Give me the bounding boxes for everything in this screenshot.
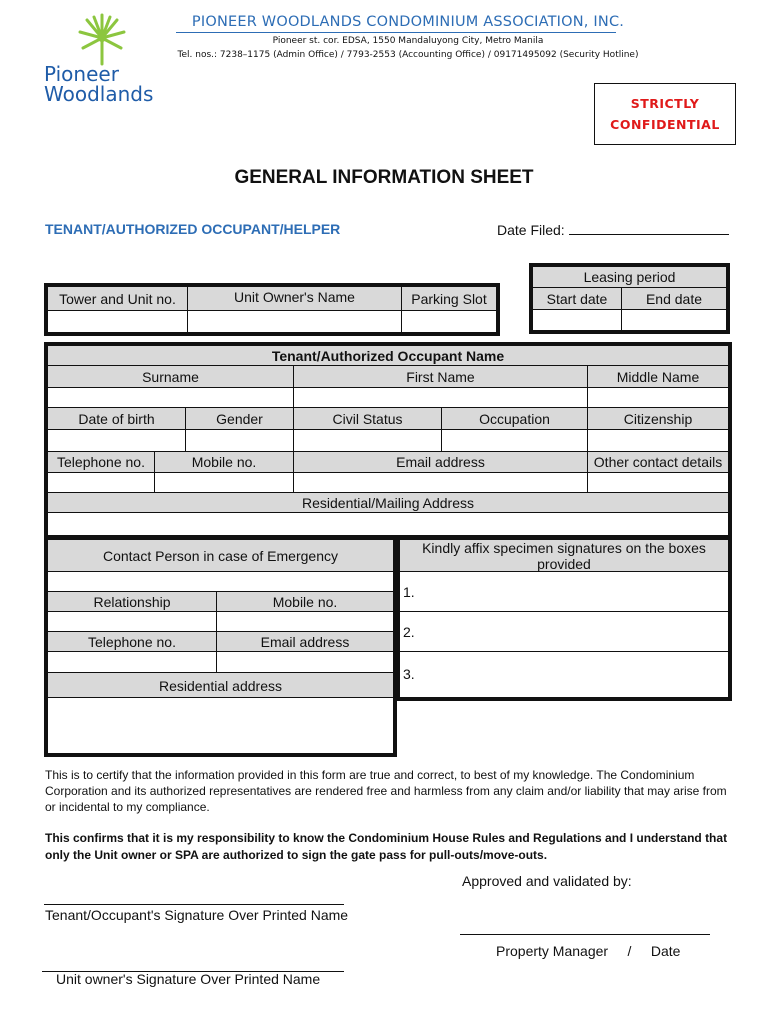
dob-field[interactable] bbox=[47, 429, 186, 452]
date-filed-label: Date Filed: bbox=[497, 222, 565, 238]
occupation-field[interactable] bbox=[441, 429, 588, 452]
telephone-field[interactable] bbox=[47, 472, 155, 493]
tenant-name-title: Tenant/Authorized Occupant Name bbox=[47, 345, 729, 366]
relationship-field[interactable] bbox=[47, 611, 217, 632]
confidential-line1: STRICTLY bbox=[630, 96, 700, 111]
occupation-header: Occupation bbox=[441, 407, 588, 430]
confidential-stamp bbox=[594, 83, 736, 145]
relationship-header: Relationship bbox=[47, 591, 217, 612]
signature-box-2[interactable] bbox=[399, 611, 729, 652]
manager-label: Property Manager / Date bbox=[496, 943, 681, 959]
other-contact-header: Other contact details bbox=[587, 451, 729, 473]
first-name-field[interactable] bbox=[293, 387, 588, 408]
confidential-line2: CONFIDENTIAL bbox=[610, 117, 720, 132]
surname-header: Surname bbox=[47, 365, 294, 388]
surname-field[interactable] bbox=[47, 387, 294, 408]
mobile-header: Mobile no. bbox=[154, 451, 294, 473]
dob-header: Date of birth bbox=[47, 407, 186, 430]
date-filed[interactable] bbox=[497, 222, 729, 238]
emergency-telephone-header: Telephone no. bbox=[47, 631, 217, 652]
section-label: TENANT/AUTHORIZED OCCUPANT/HELPER bbox=[45, 221, 341, 237]
page-title: GENERAL INFORMATION SHEET bbox=[234, 167, 534, 188]
tower-unit-header: Tower and Unit no. bbox=[47, 286, 188, 311]
civil-status-field[interactable] bbox=[293, 429, 442, 452]
emergency-mobile-field[interactable] bbox=[216, 611, 394, 632]
emergency-address-field[interactable] bbox=[47, 697, 394, 754]
signature-number-1: 1. bbox=[403, 583, 415, 600]
parking-slot-header: Parking Slot bbox=[401, 286, 497, 311]
logo bbox=[72, 12, 132, 68]
tenant-signature-label: Tenant/Occupant's Signature Over Printed Name bbox=[45, 907, 349, 923]
gender-header: Gender bbox=[185, 407, 294, 430]
org-name: PIONEER WOODLANDS CONDOMINIUM ASSOCIATION, INC. bbox=[191, 14, 625, 30]
mailing-address-field[interactable] bbox=[47, 512, 729, 536]
signature-number-2: 2. bbox=[403, 623, 415, 640]
start-date-header: Start date bbox=[532, 287, 622, 310]
other-contact-field[interactable] bbox=[587, 472, 729, 493]
certification-text: This is to certify that the information provided in this form are true and correct, to best of my knowledge. The Condominium Corporation and its authorized representatives are rendered free and harmless from any claim and/or liability that may arise from or incidental to my compliance. bbox=[45, 768, 727, 814]
tenant-signature-line[interactable] bbox=[44, 904, 344, 905]
email-field[interactable] bbox=[293, 472, 588, 493]
logo-text-line2: Woodlands bbox=[44, 82, 154, 106]
emergency-title: Contact Person in case of Emergency bbox=[47, 539, 394, 572]
palm-tree-icon bbox=[72, 12, 132, 68]
emergency-mobile-header: Mobile no. bbox=[216, 591, 394, 612]
citizenship-header: Citizenship bbox=[587, 407, 729, 430]
mobile-field[interactable] bbox=[154, 472, 294, 493]
signature-number-3: 3. bbox=[403, 666, 415, 682]
header-underline bbox=[176, 32, 616, 33]
end-date-header: End date bbox=[621, 287, 727, 310]
emergency-email-header: Email address bbox=[216, 631, 394, 652]
end-date-field[interactable] bbox=[621, 309, 727, 331]
gender-field[interactable] bbox=[185, 429, 294, 452]
org-phones: Tel. nos.: 7238–1175 (Admin Office) / 7793-2553 (Accounting Office) / 09171495092 (Security Hotline) bbox=[177, 50, 639, 60]
tower-unit-field[interactable] bbox=[47, 310, 188, 333]
signature-box-3[interactable] bbox=[399, 651, 729, 698]
first-name-header: First Name bbox=[293, 365, 588, 388]
emergency-email-field[interactable] bbox=[216, 651, 394, 673]
civil-status-header: Civil Status bbox=[293, 407, 442, 430]
citizenship-field[interactable] bbox=[587, 429, 729, 452]
owner-name-header: Unit Owner's Name bbox=[187, 286, 402, 311]
logo-text-line1: Pioneer bbox=[44, 62, 119, 86]
emergency-name-field[interactable] bbox=[47, 571, 394, 592]
date-filed-field[interactable] bbox=[569, 222, 729, 235]
middle-name-field[interactable] bbox=[587, 387, 729, 408]
email-header: Email address bbox=[293, 451, 588, 473]
parking-slot-field[interactable] bbox=[401, 310, 497, 333]
org-address: Pioneer st. cor. EDSA, 1550 Mandaluyong City, Metro Manila bbox=[272, 36, 544, 46]
start-date-field[interactable] bbox=[532, 309, 622, 331]
owner-name-field[interactable] bbox=[187, 310, 402, 333]
leasing-period-header: Leasing period bbox=[532, 266, 727, 288]
manager-signature-line[interactable] bbox=[460, 934, 710, 935]
telephone-header: Telephone no. bbox=[47, 451, 155, 473]
confirmation-text: This confirms that it is my responsibility to know the Condominium House Rules and Regulations and I understand that only the Unit owner or SPA are authorized to sign the gate pass for pull-outs/move-outs. bbox=[45, 831, 728, 862]
middle-name-header: Middle Name bbox=[587, 365, 729, 388]
signature-box-1[interactable] bbox=[399, 571, 729, 612]
approved-label: Approved and validated by: bbox=[462, 873, 632, 889]
emergency-address-header: Residential address bbox=[47, 672, 394, 698]
signature-title: Kindly affix specimen signatures on the boxes provided bbox=[399, 539, 729, 572]
emergency-telephone-field[interactable] bbox=[47, 651, 217, 673]
mailing-address-header: Residential/Mailing Address bbox=[47, 492, 729, 513]
owner-signature-label: Unit owner's Signature Over Printed Name bbox=[56, 971, 321, 987]
